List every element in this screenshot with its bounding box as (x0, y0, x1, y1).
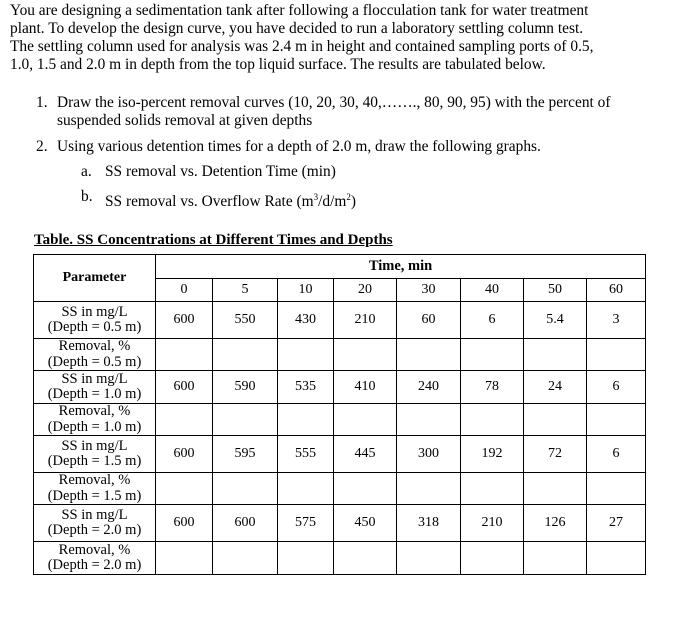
subquestion-b-sup: 3 (313, 192, 319, 202)
table-cell (278, 473, 334, 505)
table-row (34, 505, 646, 542)
row-label-depth: (Depth = 2.0 m) (47, 522, 142, 538)
table-cell: 6 (587, 436, 646, 473)
table-cell: 555 (278, 436, 334, 473)
row-label (34, 371, 156, 404)
table-cell (524, 473, 587, 505)
table-cell (156, 339, 213, 371)
subquestion-b-sup: 2 (346, 192, 351, 202)
table-cell (213, 473, 278, 505)
question-2-text: Using various detention times for a depth of 2.0 m, draw the following graphs. (57, 138, 541, 155)
table-cell (587, 404, 646, 436)
table-cell: 72 (524, 436, 587, 473)
row-label-depth: (Depth = 0.5 m) (47, 353, 142, 370)
row-label (34, 505, 156, 542)
subquestion-b-part: ) (350, 193, 356, 211)
question-1-number: 1. (36, 94, 48, 111)
row-label-line: SS in mg/L (61, 506, 128, 523)
table-cell (587, 473, 646, 505)
table-cell: 600 (213, 505, 278, 542)
row-label-line: SS in mg/L (61, 303, 128, 320)
table-cell (213, 542, 278, 575)
table-cell (397, 542, 461, 575)
table-cell: 3 (587, 302, 646, 339)
subquestion-a-letter: a. (81, 163, 92, 180)
time-column-header: 5 (213, 279, 278, 302)
time-column-header: 40 (461, 279, 524, 302)
table-cell (587, 542, 646, 575)
row-label (34, 404, 156, 436)
subquestion-b-part: /d/m (318, 193, 347, 211)
row-label-depth: (Depth = 0.5 m) (47, 319, 142, 335)
intro-line: 1.0, 1.5 and 2.0 m in depth from the top liquid surface. The results are tabulated below. (10, 56, 546, 73)
table-row (34, 404, 646, 436)
table-cell (587, 339, 646, 371)
table-cell: 600 (156, 505, 213, 542)
table-cell: 5.4 (524, 302, 587, 339)
table-cell: 600 (156, 371, 213, 404)
table-cell: 450 (334, 505, 397, 542)
table-cell (461, 404, 524, 436)
time-column-header: 50 (524, 279, 587, 302)
time-column-header: 30 (397, 279, 461, 302)
table-cell: 210 (461, 505, 524, 542)
table-cell (334, 473, 397, 505)
table-cell (461, 339, 524, 371)
table-cell (213, 404, 278, 436)
subquestion-b-text (105, 188, 356, 211)
table-cell (278, 542, 334, 575)
row-label-line: Removal, % (58, 403, 131, 419)
table-cell: 550 (213, 302, 278, 339)
table-cell: 6 (587, 371, 646, 404)
table-cell (524, 542, 587, 575)
time-column-header: 10 (278, 279, 334, 302)
table-header-row (34, 255, 646, 279)
table-cell: 535 (278, 371, 334, 404)
row-label-depth: (Depth = 1.0 m) (47, 386, 142, 402)
problem-statement (10, 2, 680, 74)
table-body (34, 302, 646, 575)
table-cell (156, 542, 213, 575)
table-cell: 27 (587, 505, 646, 542)
table-cell (334, 542, 397, 575)
table-cell (461, 473, 524, 505)
table-cell (156, 404, 213, 436)
subquestion-b-part: SS removal vs. Overflow Rate (m (105, 193, 314, 211)
table-cell: 6 (461, 302, 524, 339)
row-label-line: Removal, % (58, 472, 131, 488)
table-cell: 240 (397, 371, 461, 404)
time-column-header: 20 (334, 279, 397, 302)
row-label (34, 542, 156, 575)
row-label (34, 436, 156, 473)
table-cell: 430 (278, 302, 334, 339)
table-cell (397, 339, 461, 371)
row-label (34, 339, 156, 371)
table-cell: 126 (524, 505, 587, 542)
table-cell (334, 339, 397, 371)
table-cell: 445 (334, 436, 397, 473)
row-label-line: Removal, % (58, 541, 131, 558)
subquestion-b-letter: b. (81, 188, 93, 205)
table-title: Table. SS Concentrations at Different Times and Depths (34, 232, 393, 248)
table-cell: 24 (524, 371, 587, 404)
row-label-line: Removal, % (58, 338, 131, 354)
table-cell: 600 (156, 436, 213, 473)
time-column-header: 60 (587, 279, 646, 302)
table-cell: 210 (334, 302, 397, 339)
table-cell (156, 473, 213, 505)
row-label-depth: (Depth = 1.0 m) (47, 418, 142, 435)
table-row (34, 542, 646, 575)
row-label-line: SS in mg/L (61, 437, 128, 454)
question-1-text: Draw the iso-percent removal curves (10, 20, 30, 40,……., 80, 90, 95) with the percent of (57, 94, 611, 111)
table-row (34, 436, 646, 473)
parameter-header: Parameter (34, 255, 156, 302)
table-cell (213, 339, 278, 371)
table-cell (278, 404, 334, 436)
ss-concentration-table (33, 254, 646, 575)
row-label (34, 473, 156, 505)
table-cell (461, 542, 524, 575)
row-label-depth: (Depth = 1.5 m) (47, 453, 142, 469)
table-row (34, 473, 646, 505)
table-cell: 78 (461, 371, 524, 404)
row-label-line: SS in mg/L (61, 370, 128, 387)
row-label (34, 302, 156, 339)
row-label-depth: (Depth = 1.5 m) (47, 487, 142, 504)
table-cell: 410 (334, 371, 397, 404)
table-cell (397, 404, 461, 436)
time-column-header: 0 (156, 279, 213, 302)
intro-line: You are designing a sedimentation tank after following a flocculation tank for water treatment (10, 2, 589, 19)
time-header: Time, min (156, 255, 646, 279)
table-cell: 192 (461, 436, 524, 473)
intro-line: The settling column used for analysis was 2.4 m in height and contained sampling ports of 0.5, (10, 38, 594, 55)
question-2-number: 2. (36, 138, 48, 155)
table-cell (397, 473, 461, 505)
table-cell: 595 (213, 436, 278, 473)
table-cell (334, 404, 397, 436)
table-cell: 60 (397, 302, 461, 339)
intro-line: plant. To develop the design curve, you have decided to run a laboratory settling column test. (10, 20, 584, 37)
table-cell: 575 (278, 505, 334, 542)
table-cell (524, 339, 587, 371)
table-row (34, 302, 646, 339)
subquestion-a-text: SS removal vs. Detention Time (min) (105, 163, 336, 180)
table-cell (524, 404, 587, 436)
table-cell: 318 (397, 505, 461, 542)
row-label-depth: (Depth = 2.0 m) (47, 557, 142, 573)
table-row (34, 371, 646, 404)
question-1-text-cont: suspended solids removal at given depths (57, 112, 313, 129)
table-cell: 590 (213, 371, 278, 404)
table-row (34, 339, 646, 371)
table-cell: 300 (397, 436, 461, 473)
table-cell: 600 (156, 302, 213, 339)
table-cell (278, 339, 334, 371)
